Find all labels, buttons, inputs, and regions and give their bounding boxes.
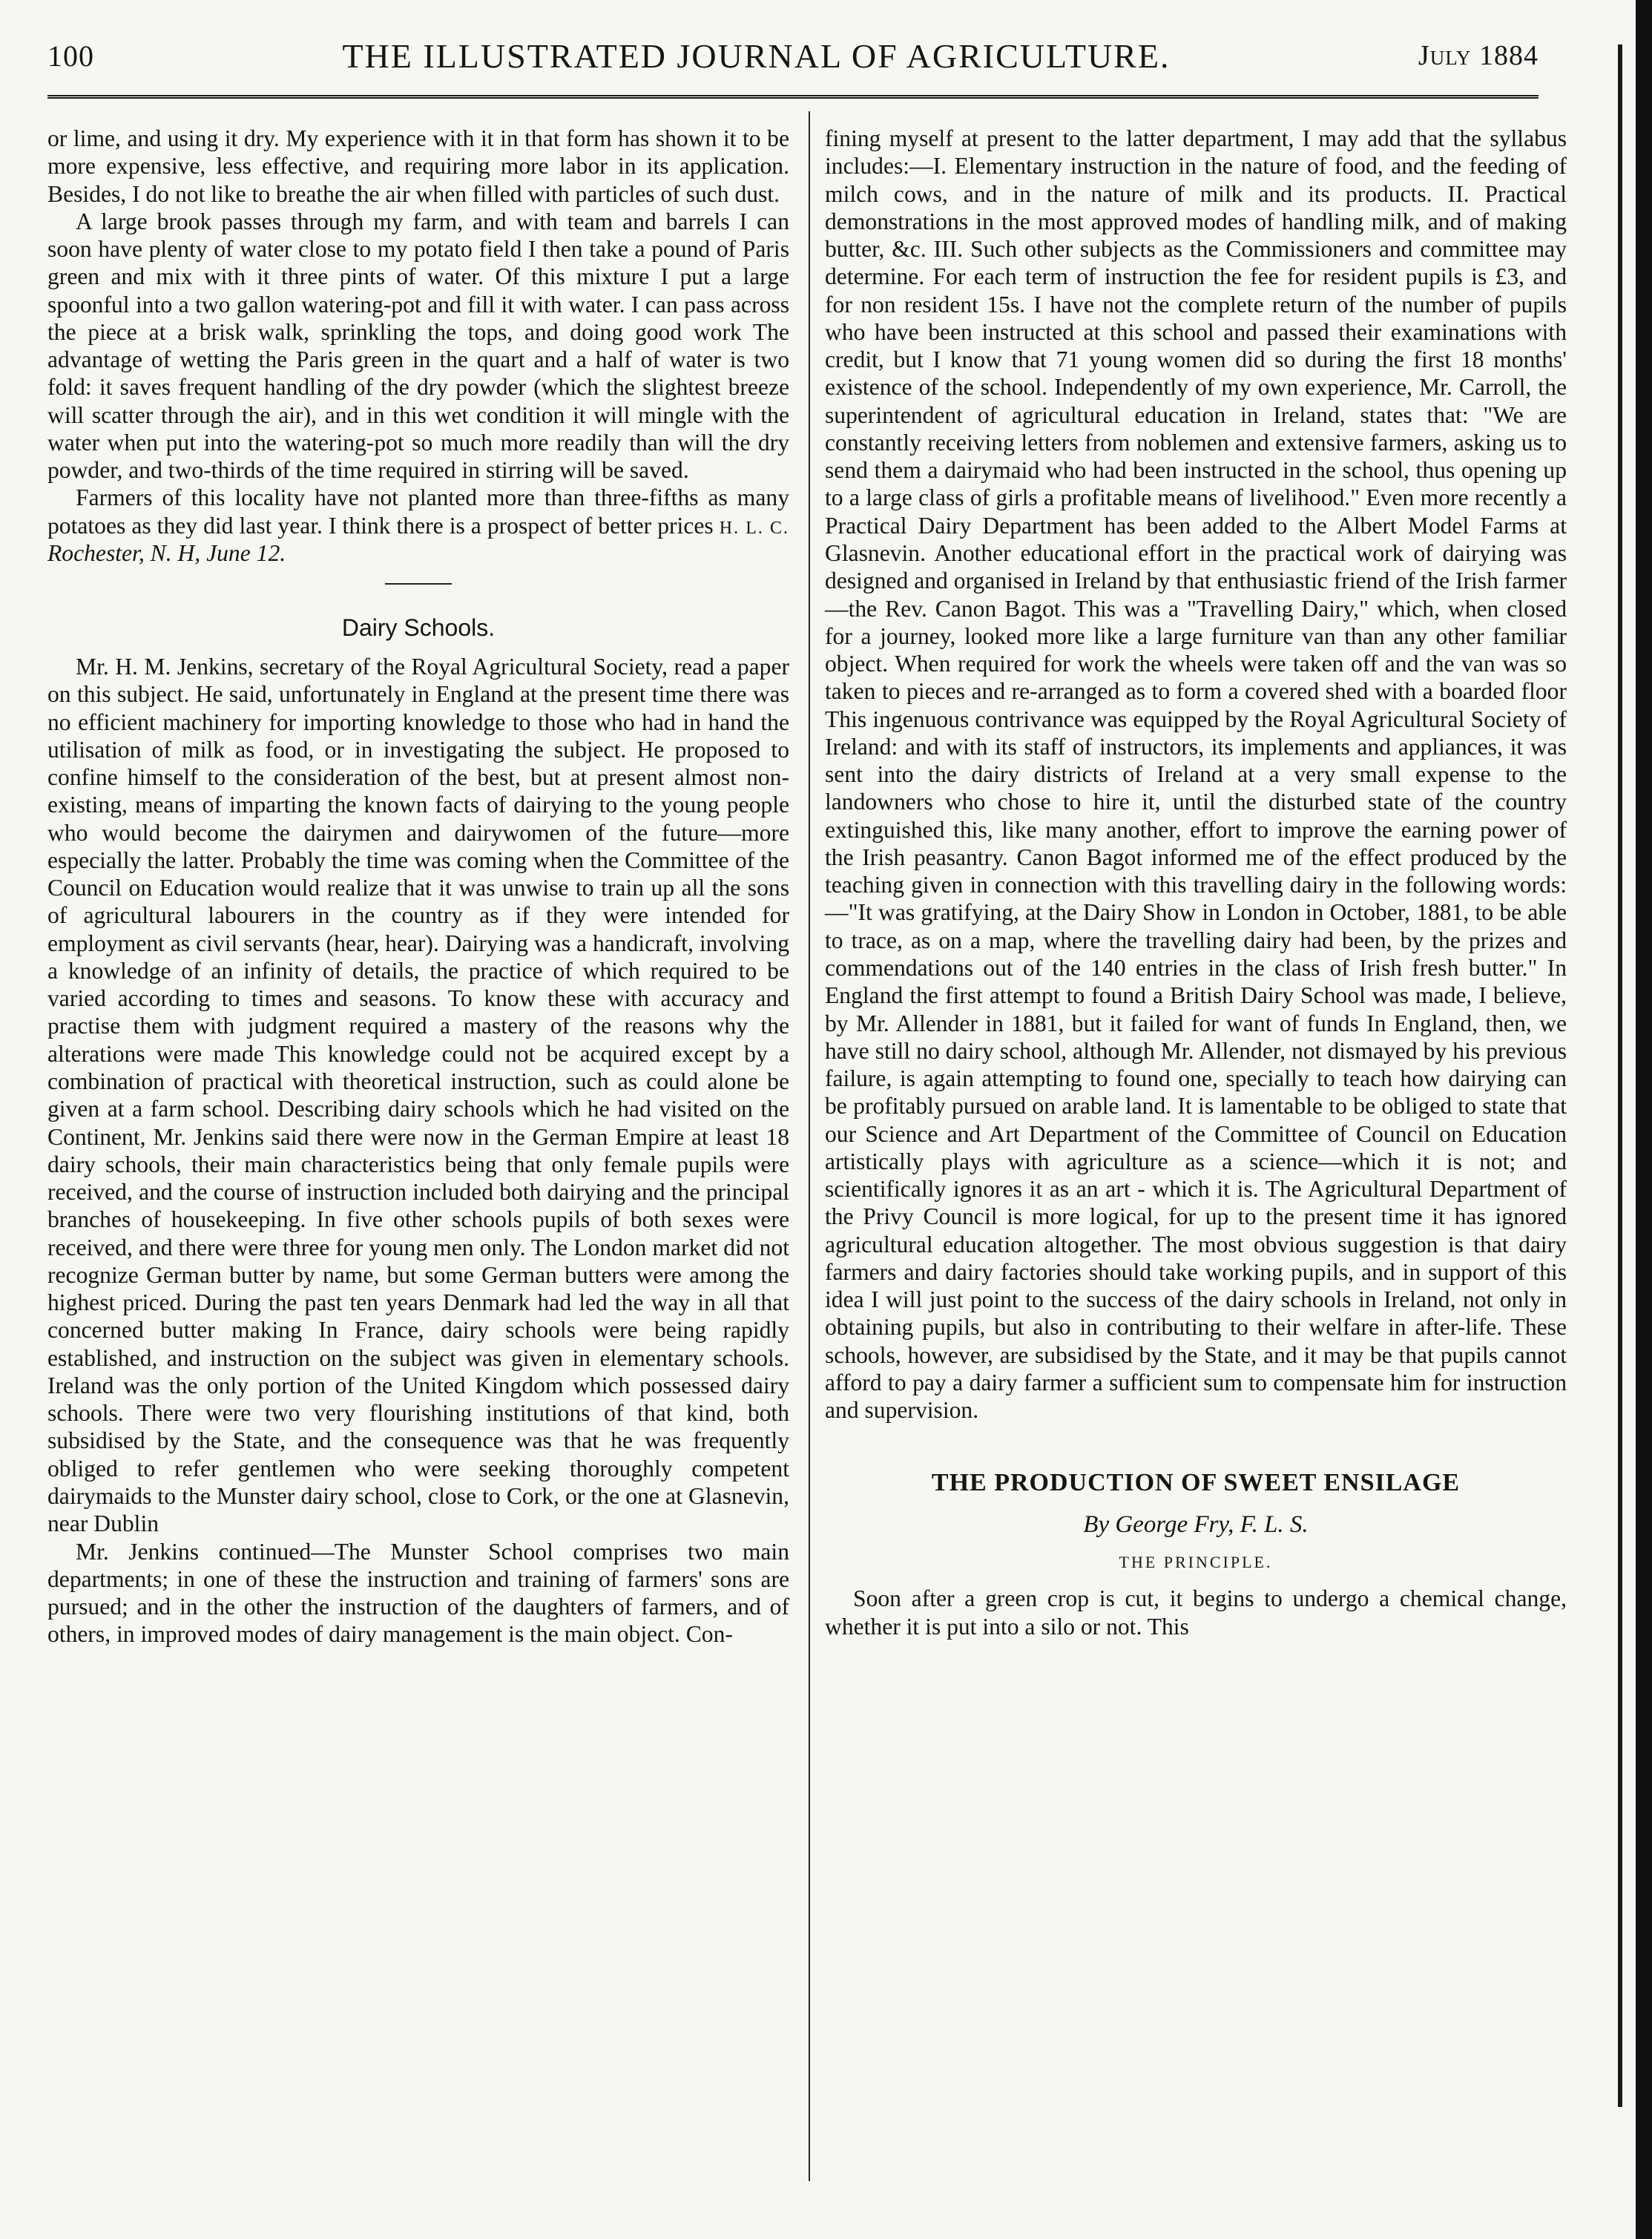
column-divider — [809, 111, 810, 2181]
paragraph-syllabus: fining myself at present to the latter department, I may add that the syllabus includes:—I. Elementary instruction in the nature of food, and the feeding of milch cows, and in the nature of milk and its products. II. Practical demonstrations in the most approved modes of handling milk, and of making butter, &c. III. Such other subjects as the Commissioners and committee may determine. For each term of instruction the fee for resident pupils is £3, and for non resident 15s. I have not the complete return of the number of pupils who have been instructed at this school and passed their examinations with credit, but I know that 71 young women did so during the first 18 months' existence of the school. Independently of my own experience, Mr. Carroll, the superintendent of agricultural education in Ireland, states that: "We are constantly receiving letters from noblemen and extensive farmers, asking us to send them a dairymaid who had been instructed in the school, thus opening up to a large class of girls a profitable means of livelihood." Even more recently a Practical Dairy Department has been added to the Albert Model Farms at Glasnevin. Another educational effort in the practical work of dairying was designed and organised in Ireland by that enthusiastic friend of the Irish farmer—the Rev. Canon Bagot. This was a "Travelling Dairy," which, when closed for a journey, looked more like a large furniture van than any other familiar object. When required for work the wheels were taken off and the van was so taken to pieces and re-arranged as to form a covered shed with a boarded floor This ingenuous contrivance was equipped by the Royal Agricultural Society of Ireland: and with its staff of instructors, its implements and appliances, it was sent into the dairy districts of Ireland at a very small expense to the landowners who chose to hire it, until the disturbed state of the country extinguished this, like many another, effort to improve the earning power of the Irish peasantry. Canon Bagot informed me of the effect produced by the teaching given in connection with this travelling dairy in the following words:—"It was gratifying, at the Dairy Show in London in October, 1881, to be able to trace, as on a map, where the travelling dairy had been, by the prizes and commendations out of the 140 entries in the class of Irish fresh butter." In England the first attempt to found a British Dairy School was made, I believe, by Mr. Allender in 1881, but it failed for want of funds In England, then, we have still no dairy school, although Mr. Allender, not dismayed by his previous failure, is again attempting to found one, specially to teach how dairying can be profitably pursued on arable land. It is lamentable to be obliged to state that our Science and Art Department of the Committee of Council on Education artistically plays with agriculture as a science—which it is not; and scientifically ignores it as an art - which it is. The Agricultural Department of the Privy Council is more logical, for up to the present time it has ignored agricultural education altogether. The most obvious suggestion is that dairy farmers and dairy factories should take working pupils, and in support of this idea I will just point to the success of the dairy schools in Ireland, not only in obtaining pupils, but also in contributing to their welfare in after-life. These schools, however, are subsidised by the State, and it may be that pupils cannot afford to pay a dairy farmer a sufficient sum to compensate him for instruction and supervision. — [825, 125, 1567, 1424]
header-rule — [47, 95, 1539, 99]
article-subhead: THE PRINCIPLE. — [1119, 1552, 1273, 1571]
issue-date: July 1884 — [1418, 40, 1539, 71]
page-number: 100 — [47, 39, 94, 73]
paragraph-farmers-text: Farmers of this locality have not planted more than three-fifths as many potatoes as they did last year. I think there is a prospect of better prices — [47, 484, 789, 539]
paragraph-continued: or lime, and using it dry. My experience with it in that form has shown it to be more expensive, less effective, and requiring more labor in its application. Besides, I do not like to breathe the air when filled with particles of such dust. — [47, 125, 789, 207]
paragraph-farmers — [47, 484, 789, 567]
left-column — [47, 125, 789, 1648]
margin-rule — [1618, 45, 1622, 2107]
dairy-schools-heading: Dairy Schools. — [341, 614, 496, 642]
signature-place: Rochester, N. H, June 12. — [47, 539, 286, 566]
ensilage-article-title: THE PRODUCTION OF SWEET ENSILAGE — [931, 1469, 1461, 1497]
paragraph-brook: A large brook passes through my farm, and with team and barrels I can soon have plenty of water close to my potato field I then take a pound of Paris green and mix with it three pints of water. Of this mixture I put a large spoonful into a two gallon watering-pot and fill it with water. I can pass across the piece at a brisk walk, sprinkling the tops, and doing good work The advantage of wetting the Paris green in the quart and a half of water is two fold: it saves frequent handling of the dry powder (which the slightest breeze will scatter through the air), and in this wet condition it will mingle with the water when put into the watering-pot so much more readily than will the dry powder, and two-thirds of the time required in stirring will be saved. — [47, 208, 789, 484]
page-header — [47, 30, 1539, 82]
scan-edge — [1636, 0, 1652, 2239]
journal-title: THE ILLUSTRATED JOURNAL OF AGRICULTURE. — [342, 36, 1171, 75]
section-rule — [385, 583, 452, 585]
dairy-paragraph-1: Mr. H. M. Jenkins, secretary of the Royal Agricultural Society, read a paper on this subject. He said, unfortunately in England at the present time there was no efficient machinery for importing knowledge to those who had in hand the utilisation of milk as food, or in investigating the subject. He proposed to confine himself to the consideration of the best, but at present almost non-existing, means of imparting the known facts of dairying to the young people who would become the dairymen and dairywomen of the future—more especially the latter. Probably the time was coming when the Committee of the Council on Education would realize that it was unwise to train up all the sons of agricultural labourers in the country as if they were intended for employment as civil servants (hear, hear). Dairying was a handicraft, involving a knowledge of an infinity of details, the practice of which required to be varied according to times and seasons. To know these with accuracy and practise them with judgment required a mastery of the reasons why the alterations were made This knowledge could not be acquired except by a combination of practical with theoretical instruction, such as could alone be given at a farm school. Describing dairy schools which he had visited on the Continent, Mr. Jenkins said there were now in the German Empire at least 18 dairy schools, their main characteristics being that only female pupils were received, and the course of instruction included both dairying and the principal branches of housekeeping. In five other schools pupils of both sexes were received, and there were three for young men only. The London market did not recognize German butter by name, but some German butters were among the highest priced. During the past ten years Denmark had led the way in all that concerned butter making In France, dairy schools were being rapidly established, and instruction on the subject was given in elementary schools. Ireland was the only portion of the United Kingdom which possessed dairy schools. There were two very flourishing institutions of that kind, both subsidised by the State, and the consequence was that he was frequently obliged to refer gentlemen who were seeking thoroughly competent dairymaids to the Munster dairy school, close to Cork, or the one at Glasnevin, near Dublin — [47, 654, 789, 1537]
article-opening: Soon after a green crop is cut, it begins to undergo a chemical change, whether it is put into a silo or not. This — [825, 1585, 1567, 1640]
article-byline: By George Fry, F. L. S. — [1083, 1510, 1309, 1538]
right-column — [825, 125, 1567, 1640]
dairy-paragraph-2: Mr. Jenkins continued—The Munster School comprises two main departments; in one of these the instruction and training of farmers' sons are pursued; and in the other the instruction of the daughters of farmers, and of others, in improved modes of dairy management is the main object. Con- — [47, 1538, 789, 1648]
signature-initials: H. L. C. — [719, 518, 790, 538]
